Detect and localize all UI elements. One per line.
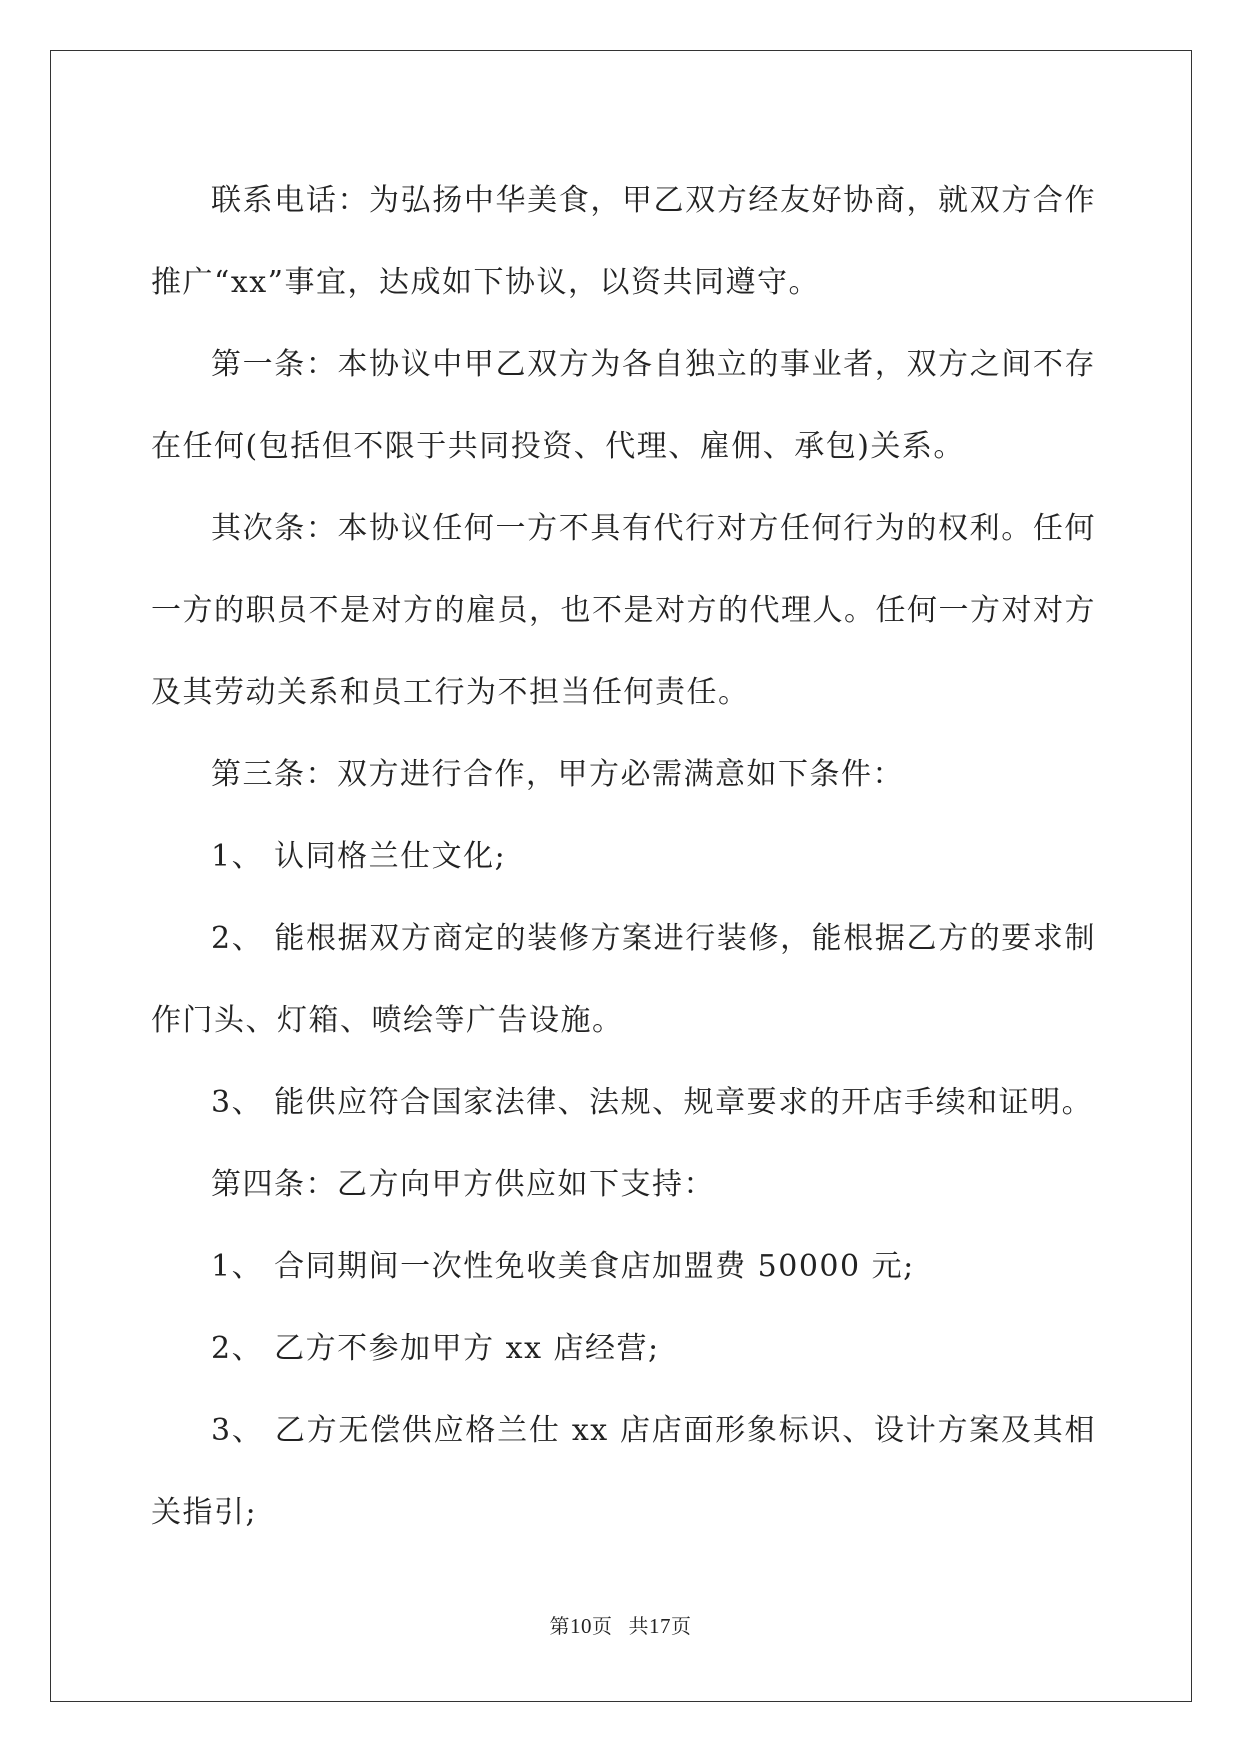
paragraph: 其次条：本协议任何一方不具有代行对方任何行为的权利。任何一方的职员不是对方的雇员，也不是对方的代理人。任何一方对对方及其劳动关系和员工行为不担当任何责任。 xyxy=(151,511,1096,710)
list-item: 2、 能根据双方商定的装修方案进行装修，能根据乙方的要求制作门头、灯箱、喷绘等广告设施。 xyxy=(151,921,1096,1038)
current-page-number: 10 xyxy=(570,1614,592,1638)
page-prefix: 第 xyxy=(549,1614,570,1638)
total-suffix: 页 xyxy=(671,1614,692,1638)
list-item: 3、 能供应符合国家法律、法规、规章要求的开店手续和证明。 xyxy=(211,1085,1094,1120)
paragraph: 联系电话：为弘扬中华美食，甲乙双方经友好协商，就双方合作推广“xx”事宜，达成如下协议，以资共同遵守。 xyxy=(151,183,1096,300)
list-item: 1、 合同期间一次性免收美食店加盟费 50000 元; xyxy=(211,1249,915,1284)
paragraph: 第三条：双方进行合作，甲方必需满意如下条件： xyxy=(211,757,904,792)
list-item: 2、 乙方不参加甲方 xx 店经营; xyxy=(211,1331,660,1366)
document-body xyxy=(151,160,1096,1554)
list-item: 1、 认同格兰仕文化; xyxy=(211,839,507,874)
page-suffix: 页 xyxy=(592,1614,613,1638)
page-footer xyxy=(0,1610,1241,1639)
total-page-count: 17 xyxy=(649,1614,671,1638)
paragraph: 第四条：乙方向甲方供应如下支持： xyxy=(211,1167,715,1202)
paragraph: 第一条：本协议中甲乙双方为各自独立的事业者，双方之间不存在任何(包括但不限于共同投资、代理、雇佣、承包)关系。 xyxy=(151,347,1096,464)
total-prefix: 共 xyxy=(628,1614,649,1638)
list-item: 3、 乙方无偿供应格兰仕 xx 店店面形象标识、设计方案及其相关指引; xyxy=(151,1413,1096,1530)
